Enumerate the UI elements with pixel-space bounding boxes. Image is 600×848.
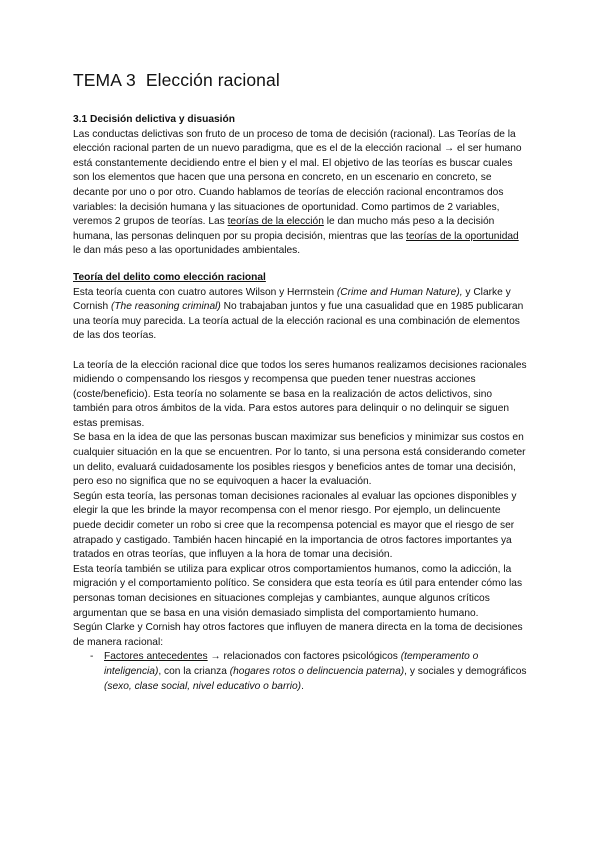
paragraph-eleccion-racional: La teoría de la elección racional dice que todos los seres humanos realizamos decisiones racionales midiendo o compensando los riesgos y recompensa que pueden tener nuestras acciones (coste/beneficio). Esta teoría no solamente se basa en la realización de actos delictivos, sino también para otros ámbitos de la vida. Para estos autores para delinquir o no delinquir se siguen estas premisas. <box>73 359 527 429</box>
paragraph-autores-text-a: Esta teoría cuenta con cuatro autores Wilson y Herrnstein <box>73 286 337 298</box>
paragraph-maximizar-beneficios: Se basa en la idea de que las personas buscan maximizar sus beneficios y minimizar sus costos en cualquier situación en la que se encuentren. Por lo tanto, si una persona está considerando cometer un delito, evaluará cuidadosamente los posibles riesgos y beneficios antes de tomar una decisión, pero eso no significa que no se equivoquen a hacer la evaluación. <box>73 432 526 488</box>
paragraph-autores-text-b: y Clarke y Cornish <box>73 286 511 313</box>
paragraph-decisiones-racionales: Según esta teoría, las personas toman decisiones racionales al evaluar las opciones disponibles y elegir la que les brinde la mayor recompensa con el menor riesgo. Por ejemplo, un delincuente puede decidir cometer un robo si cree que la recompensa potencial es mayor que el riesgo de ser atrapado y castigado. También hacen hincapié en la importancia de otros factores importantes ya tratados en otras teorías, que influyen a la hora de tomar una decisión. <box>73 490 517 561</box>
list-item-italic-sexo: (sexo, clase social, nivel educativo o barrio) <box>104 680 302 692</box>
list-item-text-c: , y sociales y demográficos <box>404 665 527 677</box>
title-text: Elección racional <box>145 70 280 90</box>
document-page <box>73 70 529 694</box>
paragraph-intro-text-a: Las conductas delictivas son fruto de un proceso de toma de decisión (racional). Las Teorías de la elección racional parten de un nuevo paradigma, que es el de la elección racional → el ser humano está constantemente decidiendo entre el bien y el mal. El objetivo de las teorías es buscar cuales son los elementos que hacen que una persona en concreto, en un escenario en concreto, se decante por uno o por otro. Cuando hablamos de teorías de elección racional encontramos dos variables: la decisión humana y las situaciones de oportunidad. Como partimos de 2 variables, veremos 2 grupos de teorías. Las <box>73 128 522 228</box>
title-number: TEMA 3 <box>73 70 136 90</box>
list-item-italic-temperamento: (temperamento o inteligencia) <box>104 651 479 677</box>
list-item-italic-hogares: (hogares rotos o delincuencia paterna) <box>229 665 405 677</box>
paragraph-autores-text-c: No trabajaban juntos y fue una casualidad que en 1985 publicaran una teoría muy parecida. La teoría actual de la elección racional es una combinación de elementos de las dos teorías. <box>73 301 524 342</box>
list-item-text-a: → relacionados con factores psicológicos <box>207 651 401 663</box>
term-factores-antecedentes: Factores antecedentes <box>104 651 208 663</box>
page-title <box>73 70 529 91</box>
list-bullet-dash: - <box>90 651 94 663</box>
paragraph-clarke-cornish: Según Clarke y Cornish hay otros factores que influyen de manera directa en la toma de decisiones de manera racional: <box>73 622 523 648</box>
link-teorias-eleccion: teorías de la elección <box>227 216 324 228</box>
book-title-reasoning-criminal: (The reasoning criminal) <box>110 301 221 313</box>
section-heading-decision: 3.1 Decisión delictiva y disuasión <box>73 114 235 125</box>
paragraph-otros-comportamientos: Esta teoría también se utiliza para explicar otros comportamientos humanos, como la adicción, la migración y el comportamiento político. Se considera que esta teoría es útil para entender cómo las personas toman decisiones en situaciones complejas y cambiantes, aunque algunos críticos argumentan que se basa en una visión demasiado simplista del comportamiento humano. <box>73 563 523 619</box>
list-item <box>73 650 529 694</box>
link-teorias-oportunidad: teorías de la oportunidad <box>406 230 519 242</box>
list-item-text-b: , con la crianza <box>158 665 230 677</box>
paragraph-intro-text-b: le dan mucho más peso a la decisión humana, las personas delinquen por su propia decisión, mientras que las <box>73 216 495 242</box>
paragraph-autores <box>73 286 529 344</box>
list-item-text-d: . <box>301 680 304 692</box>
book-title-crime-human-nature: (Crime and Human Nature), <box>336 286 463 298</box>
section-heading-teoria-delito: Teoría del delito como elección racional <box>73 271 266 283</box>
document-body <box>73 113 529 694</box>
paragraph-intro-text-c: le dan más peso a las oportunidades ambientales. <box>73 245 301 257</box>
paragraph-intro <box>73 128 529 259</box>
